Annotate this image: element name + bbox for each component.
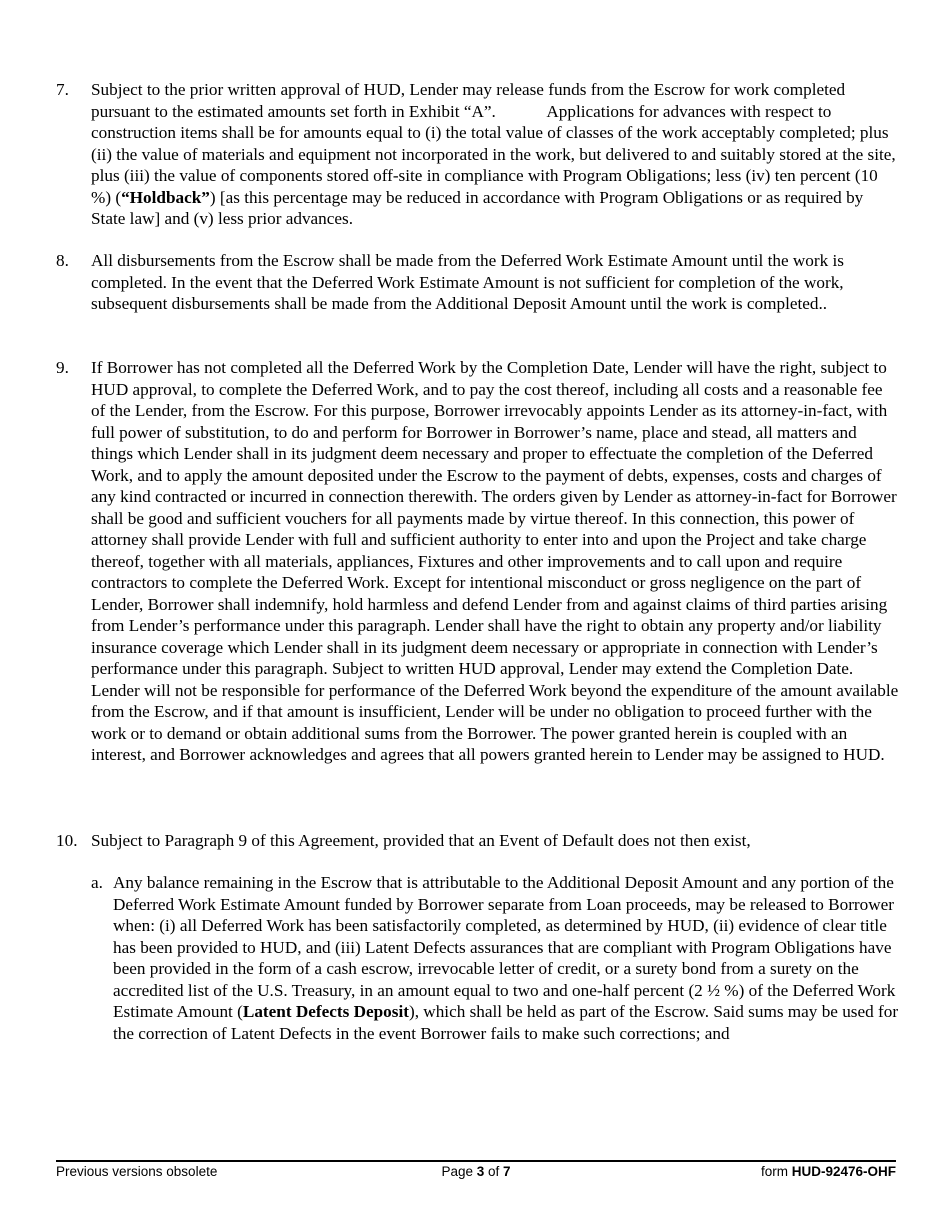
page-middle: of <box>484 1164 504 1179</box>
form-prefix: form <box>760 1164 792 1179</box>
text-segment: ) [as this percentage may be reduced in accordance with Program Obligations or as required by State law] and (v) less prior advances. <box>91 187 864 228</box>
subparagraph-text <box>113 872 901 1044</box>
text-segment: ), which shall be held as part of the Escrow. Said sums may be used for the correction of Latent Defects in the event Borrower fails to make such corrections; and <box>113 1002 899 1043</box>
text-segment: Any balance remaining in the Escrow that is attributable to the Additional Deposit Amount and any portion of the Deferred Work Estimate Amount funded by Borrower separate from Loan proceeds, may be released to Borrower when: (i) all Deferred Work has been satisfactorily completed, as determined by HUD, (ii) evidence of clear title has been provided to HUD, and (iii) Latent Defects assurances that are compliant with Program Obligations have been provided in the form of a cash escrow, irrevocable letter of credit, or a surety bond from a surety on the accredited list of the U.S. Treasury, in an amount equal to two and one-half percent (2 ½ %) of the Deferred Work Estimate Amount ( <box>113 873 896 1021</box>
paragraph-text <box>91 79 901 230</box>
page-current: 3 <box>476 1164 485 1179</box>
page-footer <box>56 1164 896 1180</box>
paragraph-text <box>91 830 901 852</box>
page-total: 7 <box>503 1164 511 1179</box>
form-id: HUD-92476-OHF <box>791 1164 896 1179</box>
footer-obsolete-note: Previous versions obsolete <box>56 1164 218 1179</box>
subparagraph-letter: a. <box>91 873 103 892</box>
text-segment: Subject to Paragraph 9 of this Agreement, provided that an Event of Default does not then exist, <box>91 831 751 850</box>
subparagraph-a <box>91 872 901 1044</box>
paragraph-number: 7. <box>56 80 69 99</box>
paragraph-10 <box>56 830 901 852</box>
paragraph-text <box>91 250 901 315</box>
paragraph-9 <box>56 357 901 766</box>
page-prefix: Page <box>441 1164 477 1179</box>
text-segment: Subject to the prior written approval of HUD, Lender may release funds from the Escrow for work completed pursuant to the estimated amounts set forth in Exhibit “A”. Applications for advances with respect to construction items shall be for amounts equal to (i) the total value of classes of the work acceptably completed; plus (ii) the value of materials and equipment not incorporated in the work, but delivered to and suitably stored at the site, plus (iii) the value of components stored off-site in compliance with Program Obligations; less (iv) ten percent (10 %) ( <box>91 80 901 207</box>
text-segment: All disbursements from the Escrow shall be made from the Deferred Work Estimate Amount until the work is completed. In the event that the Deferred Work Estimate Amount is not sufficient for completion of the work, subsequent disbursements shall be made from the Additional Deposit Amount until the work is completed.. <box>91 251 844 313</box>
holdback-term: “Holdback” <box>121 187 210 207</box>
paragraph-7 <box>56 79 901 230</box>
paragraph-number: 9. <box>56 358 69 377</box>
footer-divider <box>56 1160 896 1162</box>
form-number <box>761 1164 896 1180</box>
paragraph-number: 10. <box>56 831 78 850</box>
latent-defects-deposit-term: Latent Defects Deposit <box>242 1002 409 1021</box>
text-segment: If Borrower has not completed all the Deferred Work by the Completion Date, Lender will have the right, subject to HUD approval, to complete the Deferred Work, and to pay the cost thereof, including all costs and a reasonable fee of the Lender, from the Escrow. For this purpose, Borrower irrevocably appoints Lender as its attorney-in-fact, with full power of substitution, to do and perform for Borrower in Borrower’s name, place and stead, all matters and things which Lender shall in its judgment deem necessary and proper to effectuate the completion of the Deferred Work, and to apply the amount deposited under the Escrow to the payment of debts, expenses, costs and charges of any kind contracted or incurred in connection therewith. The orders given by Lender as attorney-in-fact for Borrower shall be good and sufficient vouchers for all payments made by virtue thereof. In this connection, this power of attorney shall provide Lender with full and sufficient authority to enter into and upon the Project and take charge thereof, together with all materials, appliances, Fixtures and other improvements and to call upon and require contractors to complete the Deferred Work. Except for intentional misconduct or gross negligence on the part of Lender, Borrower shall indemnify, hold harmless and defend Lender from and against claims of third parties arising from Lender’s performance under this paragraph. Lender shall have the right to obtain any property and/or liability insurance coverage which Lender shall in its judgment deem necessary or appropriate in connection with Lender’s performance under this paragraph. Subject to written HUD approval, Lender may extend the Completion Date. Lender will not be responsible for performance of the Deferred Work beyond the expenditure of the amount available from the Escrow, and if that amount is insufficient, Lender will be under no obligation to proceed further with the work or to demand or obtain additional sums from the Borrower. The power granted herein is coupled with an interest, and Borrower acknowledges and agrees that all powers granted herein to Lender may be assigned to HUD. <box>91 358 899 764</box>
paragraph-number: 8. <box>56 251 69 270</box>
paragraph-text <box>91 357 901 766</box>
paragraph-8 <box>56 250 901 315</box>
